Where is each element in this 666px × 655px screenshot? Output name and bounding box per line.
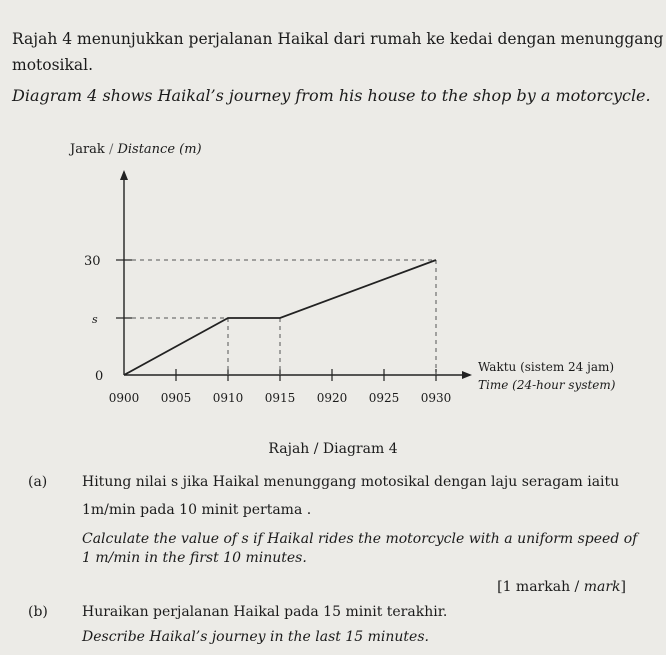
y-tick-label-30: 30 bbox=[84, 254, 101, 269]
x-tick-label-0925: 0925 bbox=[368, 391, 400, 405]
question-a-ms-line1: Hitung nilai s jika Haikal menunggang motosikal dengan laju seragam iaitu bbox=[82, 474, 620, 490]
marks-ms: [1 markah / bbox=[497, 579, 584, 595]
question-a-en-line2: 1 m/min in the first 10 minutes. bbox=[82, 550, 307, 566]
question-a-label: (a) bbox=[28, 474, 48, 490]
question-a-marks bbox=[497, 579, 626, 595]
marks-close: ] bbox=[620, 579, 626, 595]
diagram-caption: Rajah / Diagram 4 bbox=[268, 441, 398, 457]
x-tick-label-0905: 0905 bbox=[160, 391, 192, 405]
question-b-en: Describe Haikal’s journey in the last 15 minutes. bbox=[82, 629, 429, 645]
x-axis-arrow bbox=[462, 371, 472, 379]
question-a-en-line1: Calculate the value of s if Haikal rides the motorcycle with a uniform speed of bbox=[82, 531, 638, 547]
y-axis-arrow bbox=[120, 170, 128, 180]
y-axis-title bbox=[68, 142, 202, 157]
journey-line bbox=[124, 260, 436, 375]
x-tick-label-0900: 0900 bbox=[108, 391, 140, 405]
y-axis-title-sep: / bbox=[108, 142, 118, 157]
question-b-ms: Huraikan perjalanan Haikal pada 15 minit terakhir. bbox=[82, 604, 448, 620]
x-tick-label-0930: 0930 bbox=[420, 391, 452, 405]
x-tick-label-0910: 0910 bbox=[212, 391, 244, 405]
y-tick-label-0: 0 bbox=[95, 369, 104, 384]
y-tick-label-s: s bbox=[92, 313, 98, 326]
question-a-ms-line2: 1m/min pada 10 minit pertama . bbox=[82, 502, 312, 518]
intro-line-ms: Rajah 4 menunjukkan perjalanan Haikal dari rumah ke kedai dengan menunggang bbox=[12, 30, 664, 48]
marks-en: mark bbox=[583, 579, 621, 595]
y-axis-title-en: Distance (m) bbox=[117, 142, 202, 157]
y-axis-title-ms: Jarak bbox=[70, 142, 109, 157]
x-axis-title-ms: Waktu (sistem 24 jam) bbox=[478, 360, 615, 374]
x-tick-label-0920: 0920 bbox=[316, 391, 348, 405]
question-b-label: (b) bbox=[28, 604, 48, 620]
intro-line-en: Diagram 4 shows Haikal’s journey from his house to the shop by a motorcycle. bbox=[12, 86, 651, 105]
intro-line-ms-cont: motosikal. bbox=[12, 56, 94, 74]
x-tick-label-0915: 0915 bbox=[264, 391, 296, 405]
x-axis-title-en: Time (24-hour system) bbox=[478, 378, 616, 392]
